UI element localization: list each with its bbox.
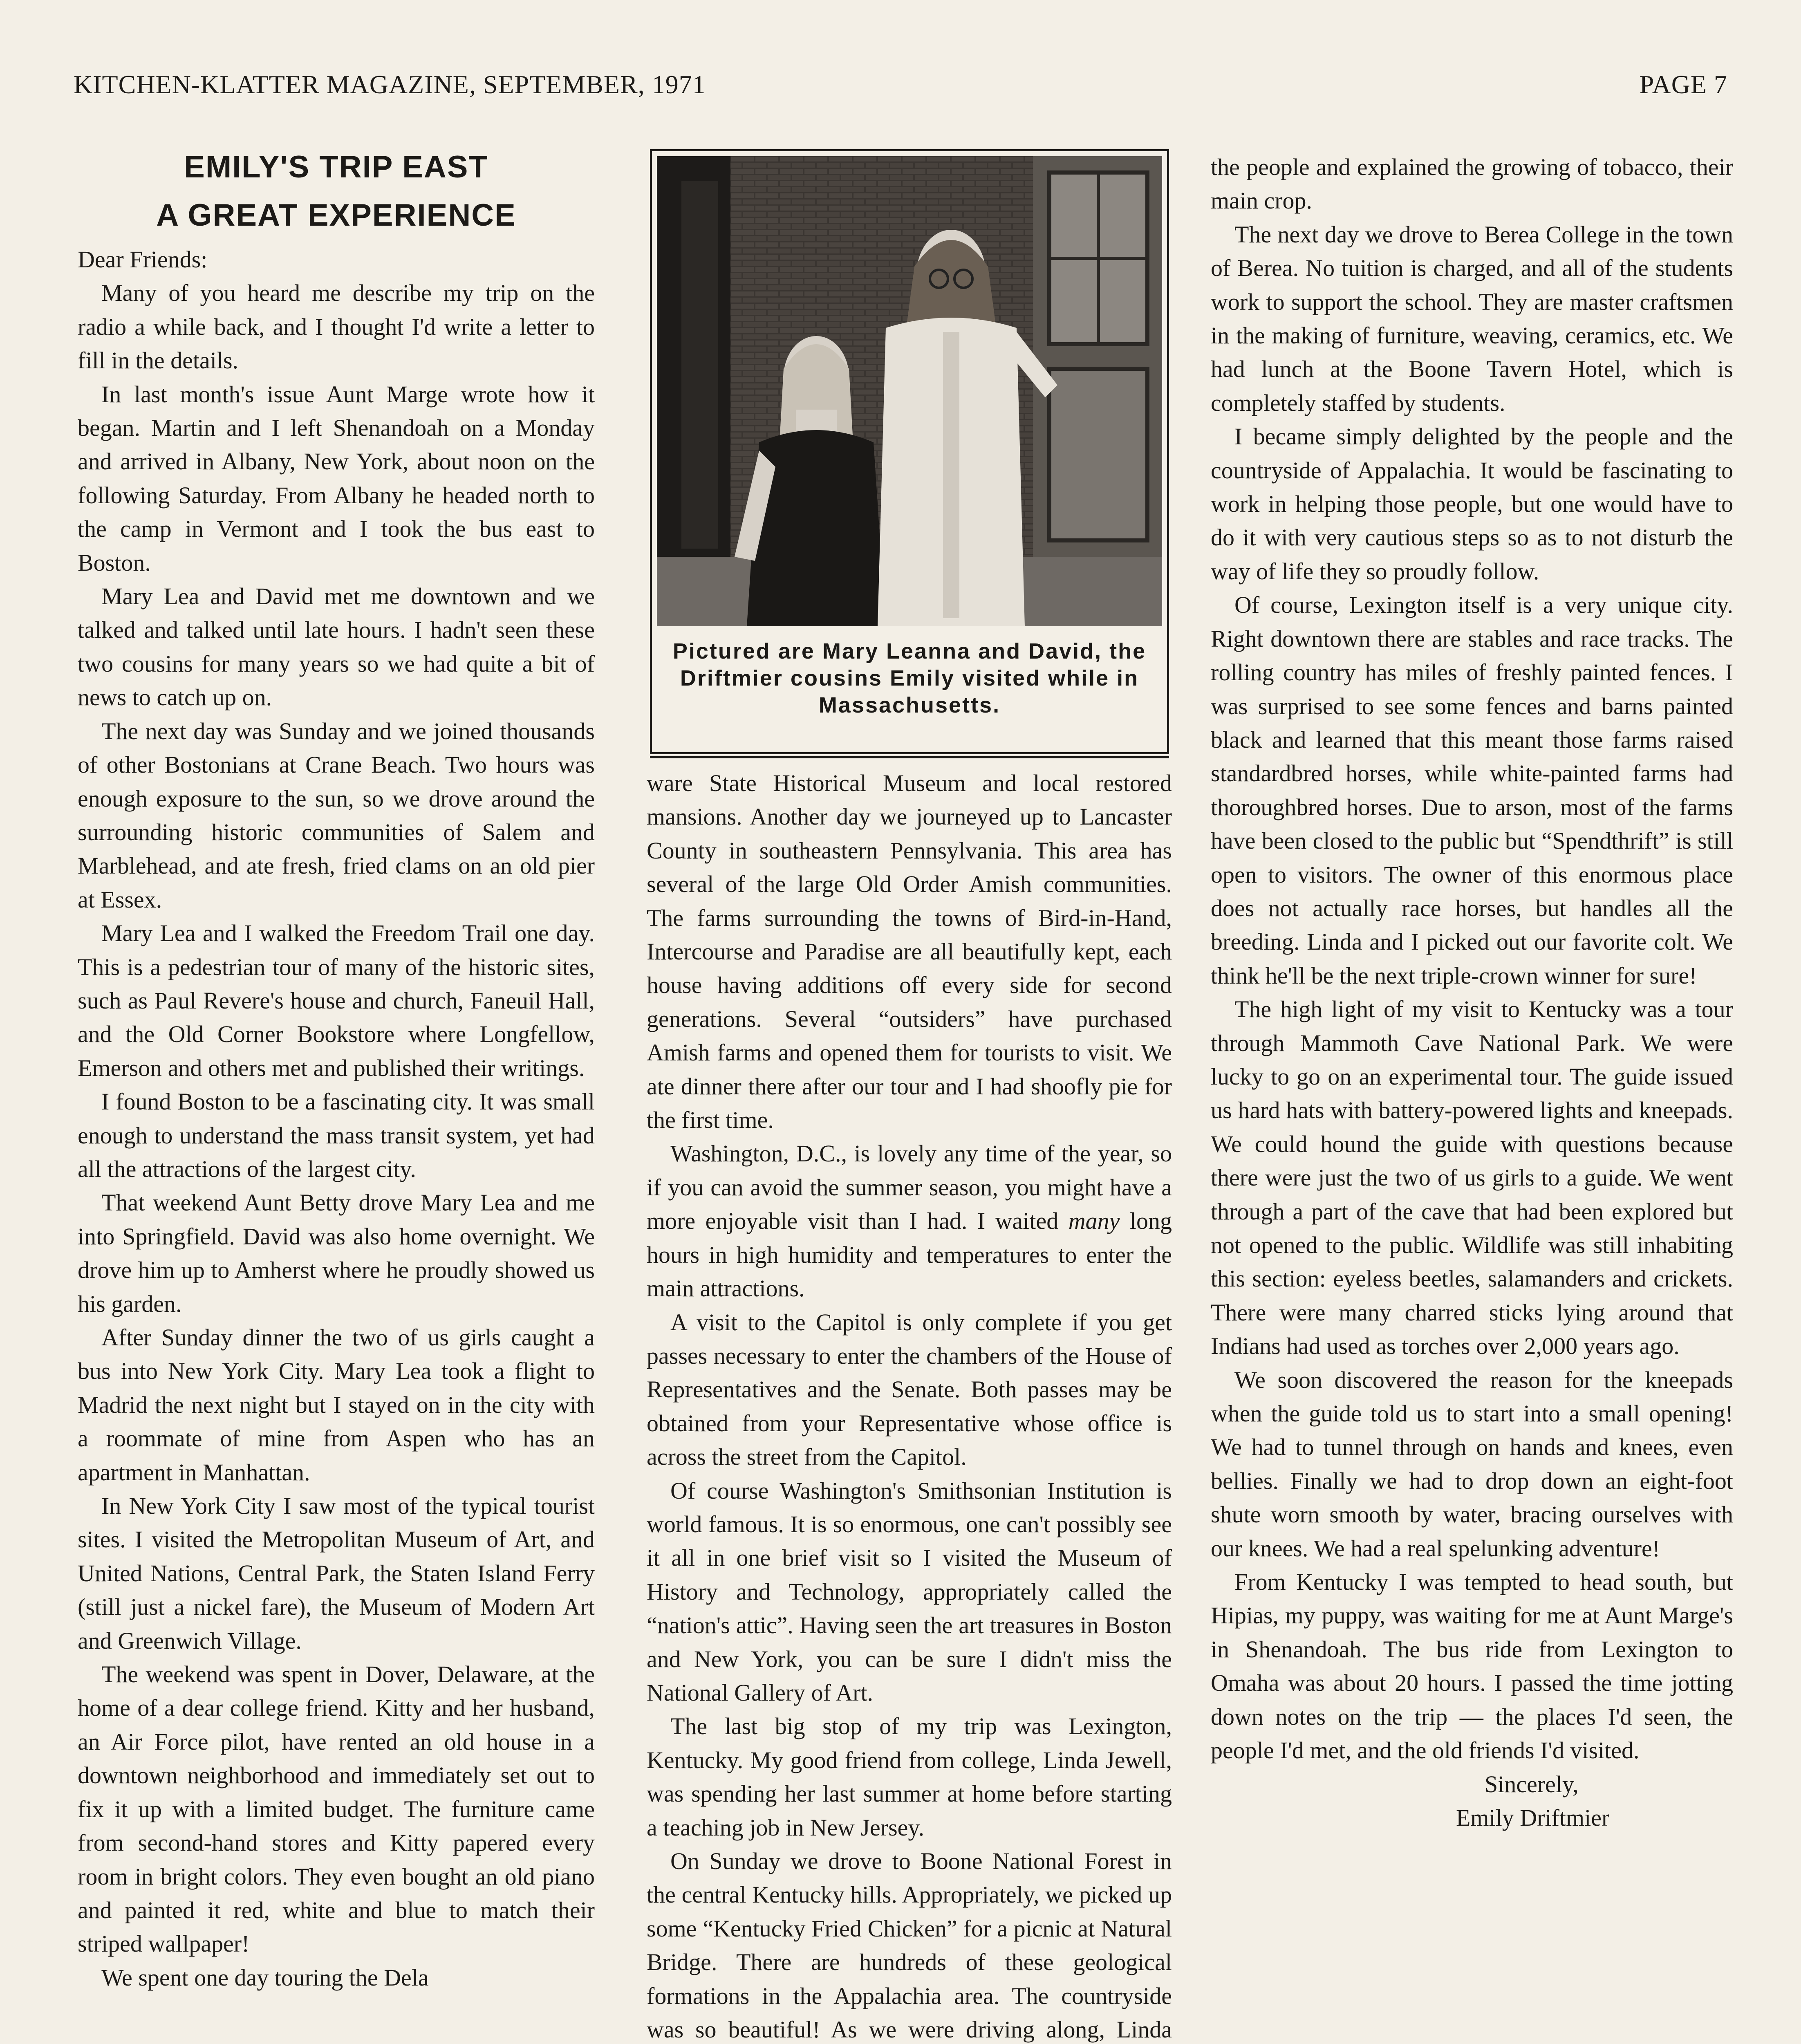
article-title-line-2: A GREAT EXPERIENCE <box>156 198 516 233</box>
page-number: PAGE 7 <box>1639 70 1727 99</box>
paragraph: We spent one day touring the Dela <box>101 1964 429 1991</box>
paragraph: We soon discovered the reason for the kneepads when the guide told us to start into a small opening! We had to tunnel through on hands and knees, even bellies. Finally we had to drop down an eight-foot shute worn smooth by water, bracing ourselves with our knees. We had a real spelunking adventure! <box>1211 1366 1733 1562</box>
paragraph: Of course, Lexington itself is a very unique city. Right downtown there are stables and race tracks. The rolling country has miles of freshly painted fences. I was surprised to see some fences and barns painted black and learned that this meant those farms raised standardbred horses, while white-painted farms had thoroughbred horses. Due to arson, most of the farms have been closed to the public but “Spendthrift” is still open to visitors. The owner of this enormous place does not actually race horses, but handles all the breeding. Linda and I picked out our favorite colt. We think he'll be the next triple-crown winner for sure! <box>1211 592 1733 989</box>
photo-figure <box>650 149 1169 754</box>
paragraph <box>647 1137 1172 1305</box>
column-3 <box>1211 150 1733 1835</box>
article-title <box>78 143 595 240</box>
paragraph: I found Boston to be a fascinating city. It was small enough to understand the mass transit system, yet had all the attractions of the largest city. <box>78 1088 595 1182</box>
paragraph: I became simply delighted by the people and the countryside of Appalachia. It would be fascinating to work in helping those people, but one would have to do it with very cautious steps so as to not disturb the way of life they so proudly follow. <box>1211 423 1733 585</box>
paragraph: A visit to the Capitol is only complete if you get passes necessary to enter the chambers of the House of Representatives and the Senate. Both passes may be obtained from your Representative whose office is across the street from the Capitol. <box>647 1309 1172 1470</box>
emphasis-text: many <box>1068 1208 1120 1235</box>
closing: Sincerely, <box>1485 1771 1579 1797</box>
salutation: Dear Friends: <box>78 246 208 273</box>
magazine-title: KITCHEN-KLATTER MAGAZINE, SEPTEMBER, 1971 <box>74 70 706 99</box>
paragraph-continued: the people and explained the growing of tobacco, their main crop. <box>1211 154 1733 214</box>
page-header <box>74 69 1727 110</box>
paragraph-continued: ware State Historical Museum and local restored mansions. Another day we journeyed up to Lancaster County in southeastern Pennsylvania. This area has several of the large Old Order Amish communities. The farms surrounding the towns of Bird-in-Hand, Intercourse and Paradise are all beautifully kept, each house having additions off every side for second generations. Several “outsiders” have purchased Amish farms and opened them for tourists to visit. We ate dinner there after our tour and I had shoofly pie for the first time. <box>647 770 1172 1134</box>
paragraph: From Kentucky I was tempted to head south, but Hipias, my puppy, was waiting for me at Aunt Marge's in Shenandoah. The bus ride from Lexington to Omaha was about 20 hours. I passed the time jotting down notes on the trip — the places I'd seen, the people I'd met, and the old friends I'd visited. <box>1211 1569 1733 1764</box>
paragraph: Of course Washington's Smithsonian Institution is world famous. It is so enormous, one can't possibly see it all in one brief visit so I visited the Museum of History and Technology, appropriately called the “nation's attic”. Having seen the art treasures in Boston and New York, you can be sure I didn't miss the National Gallery of Art. <box>647 1477 1172 1706</box>
paragraph: After Sunday dinner the two of us girls caught a bus into New York City. Mary Lea took a flight to Madrid the next night but I stayed on in the city with a roommate of mine from Aspen who has an apartment in Manhattan. <box>78 1324 595 1486</box>
paragraph: That weekend Aunt Betty drove Mary Lea and me into Springfield. David was also home overnight. We drove him up to Amherst where he proudly showed us his garden. <box>78 1189 595 1317</box>
column-1 <box>78 143 595 1995</box>
column-2 <box>647 766 1172 2044</box>
signature: Emily Driftmier <box>1456 1804 1610 1831</box>
paragraph: The last big stop of my trip was Lexington, Kentucky. My good friend from college, Linda Jewell, was spending her last summer at home before starting a teaching job in New Jersey. <box>647 1713 1172 1841</box>
paragraph: Mary Lea and David met me downtown and we talked and talked until late hours. I hadn't seen these two cousins for many years so we had quite a bit of news to catch up on. <box>78 583 595 711</box>
paragraph-text: Washington, D.C., is lovely any time of the year, so if you can avoid the summer season, you might have a more enjoyable visit than I had. I waited <box>647 1140 1172 1235</box>
paragraph: The weekend was spent in Dover, Delaware, at the home of a dear college friend. Kitty and her husband, an Air Force pilot, have rented an old house in a downtown neighborhood and immediately set out to fix it up with a limited budget. The furniture came from second-hand stores and Kitty papered every room in bright colors. They even bought an old piano and painted it red, white and blue to match their striped wallpaper! <box>78 1661 595 1957</box>
photo-mary-leanna-and-david <box>657 156 1162 626</box>
paragraph: In last month's issue Aunt Marge wrote how it began. Martin and I left Shenandoah on a Monday and arrived in Albany, New York, about noon on the following Saturday. From Albany he headed north to the camp in Vermont and I took the bus east to Boston. <box>78 381 595 576</box>
paragraph-text: long hours in high humidity and temperatures to enter the main attractions. <box>647 1208 1172 1302</box>
paragraph: Mary Lea and I walked the Freedom Trail one day. This is a pedestrian tour of many of the historic sites, such as Paul Revere's house and church, Faneuil Hall, and the Old Corner Bookstore where Longfellow, Emerson and others met and published their writings. <box>78 920 595 1081</box>
paragraph: In New York City I saw most of the typical tourist sites. I visited the Metropolitan Museum of Art, and United Nations, Central Park, the Staten Island Ferry (still just a nickel fare), the Museum of Modern Art and Greenwich Village. <box>78 1493 595 1654</box>
paragraph: Many of you heard me describe my trip on the radio a while back, and I thought I'd write a letter to fill in the details. <box>78 280 595 374</box>
paragraph: The next day was Sunday and we joined thousands of other Bostonians at Crane Beach. Two hours was enough exposure to the sun, so we drove around the surrounding historic communities of Salem and Marblehead, and ate fresh, fried clams on an old pier at Essex. <box>78 717 595 913</box>
article-title-line-1: EMILY'S TRIP EAST <box>184 150 488 184</box>
paragraph: On Sunday we drove to Boone National Forest in the central Kentucky hills. Appropriately, we picked up some “Kentucky Fried Chicken” for a picnic at Natural Bridge. There are hundreds of these geological formations in the Appalachia area. The countryside was so beautiful! As we were driving along, Linda <box>647 1848 1172 2043</box>
photo-caption: Pictured are Mary Leanna and David, the Driftmier cousins Emily visited while in Massachusetts. <box>672 639 1147 717</box>
photo-illustration <box>657 156 1162 626</box>
divider <box>650 756 1169 758</box>
paragraph: The next day we drove to Berea College in the town of Berea. No tuition is charged, and all of the students work to support the school. They are master craftsmen in the making of furniture, weaving, ceramics, etc. We had lunch at the Boone Tavern Hotel, which is completely staffed by students. <box>1211 221 1733 416</box>
paragraph: The high light of my visit to Kentucky was a tour through Mammoth Cave National Park. We were lucky to go on an experimental tour. The guide issued us hard hats with battery-powered lights and kneepads. We could hound the guide with questions because there were just the two of us girls to a guide. We went through a part of the cave that had been explored but not opened to the public. Wildlife was still inhabiting this section: eyeless beetles, salamanders and crickets. There were many charred sticks lying around that Indians had used as torches over 2,000 years ago. <box>1211 996 1733 1360</box>
